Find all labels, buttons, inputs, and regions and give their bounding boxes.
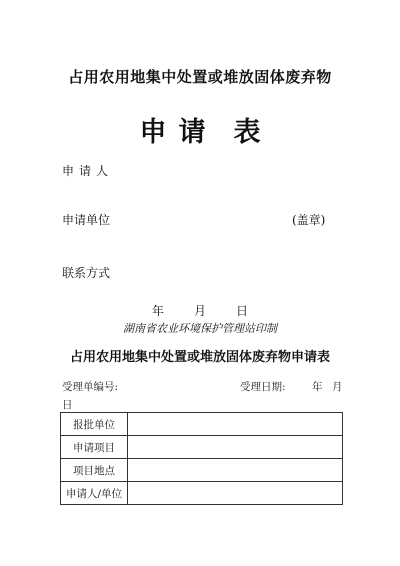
row-label: 项目地点	[61, 459, 128, 482]
day-label: 日	[236, 304, 249, 318]
row-value-field[interactable]	[128, 459, 343, 482]
year-label: 年	[151, 304, 164, 318]
accept-day-label: 日	[62, 399, 73, 411]
accept-year-label: 年	[312, 381, 323, 393]
row-value-field[interactable]	[128, 482, 343, 505]
form-title: 占用农用地集中处置或堆放固体废弃物申请表	[69, 350, 330, 365]
month-label: 月	[193, 304, 206, 318]
row-label: 申请项目	[61, 436, 128, 459]
cover-subtitle	[0, 110, 400, 149]
contact-label: 联系方式	[62, 266, 111, 280]
application-form-table	[60, 412, 343, 505]
printer-line: 湖南省农业环境保护管理站印制	[123, 322, 277, 335]
accept-month-label: 月	[332, 381, 343, 393]
row-value-field[interactable]	[128, 436, 343, 459]
cover-title: 占用农用地集中处置或堆放固体废弃物	[68, 68, 332, 86]
subtitle-char: 表	[233, 117, 261, 148]
row-label: 报批单位	[61, 413, 128, 436]
unit-label: 申请单位	[62, 213, 111, 227]
table-row	[61, 482, 343, 505]
subtitle-char: 申	[139, 117, 167, 148]
table-row	[61, 436, 343, 459]
table-row	[61, 459, 343, 482]
subtitle-char: 请	[178, 117, 206, 148]
row-value-field[interactable]	[128, 413, 343, 436]
accept-number-label: 受理单编号:	[62, 381, 119, 393]
cover-date	[0, 302, 400, 319]
applicant-label: 申请人	[62, 164, 114, 178]
accept-date-label: 受理日期:	[240, 381, 286, 393]
table-row	[61, 413, 343, 436]
seal-label: (盖章)	[292, 213, 326, 227]
row-label: 申请人/单位	[61, 482, 128, 505]
